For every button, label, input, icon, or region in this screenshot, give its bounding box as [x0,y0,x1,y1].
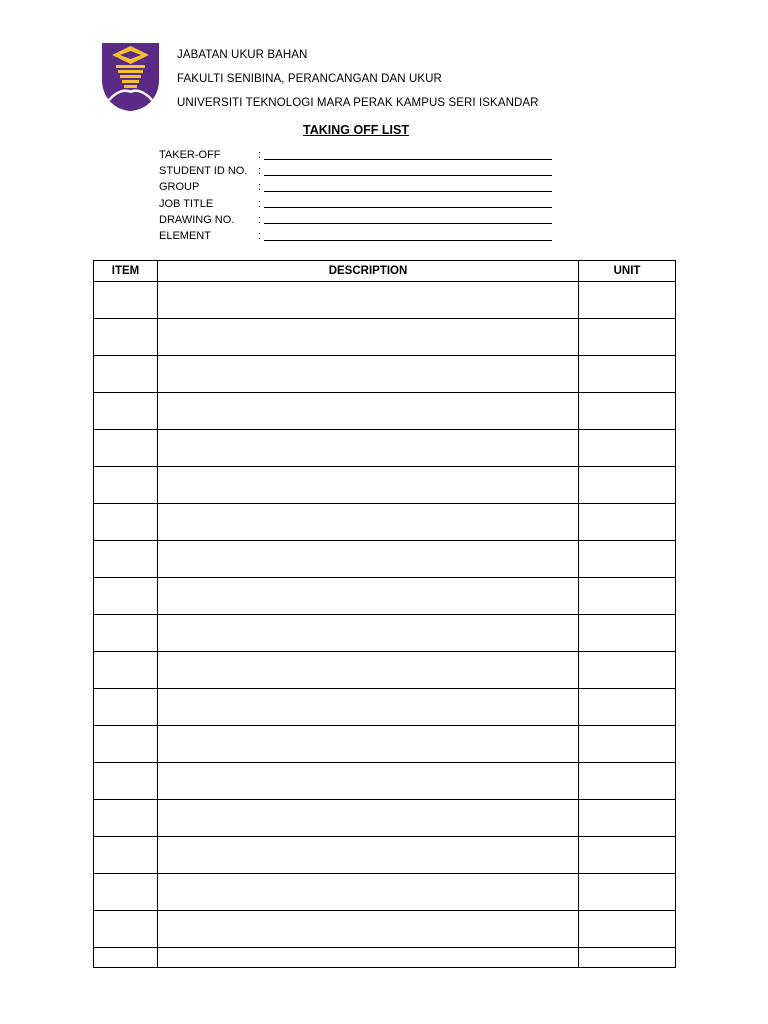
description-cell[interactable] [158,541,579,578]
table-body [94,282,676,968]
item-cell[interactable] [94,282,158,319]
description-cell[interactable] [158,800,579,837]
unit-cell[interactable] [579,874,676,911]
item-cell[interactable] [94,763,158,800]
item-cell[interactable] [94,541,158,578]
field-label: JOB TITLE [159,197,214,210]
field-label: DRAWING NO. [159,213,235,226]
field-label: TAKER-OFF [159,149,221,162]
column-header-description: DESCRIPTION [158,261,579,282]
item-cell[interactable] [94,874,158,911]
item-cell[interactable] [94,430,158,467]
table-row [94,467,676,504]
field-colon: : [258,230,262,243]
description-cell[interactable] [158,393,579,430]
column-header-unit: UNIT [579,261,676,282]
item-cell[interactable] [94,726,158,763]
unit-cell[interactable] [579,837,676,874]
description-cell[interactable] [158,948,579,968]
table-row [94,541,676,578]
item-cell[interactable] [94,689,158,726]
field-fill-line[interactable] [264,213,552,224]
field-colon: : [258,149,262,162]
unit-cell[interactable] [579,652,676,689]
institution-header [177,43,539,115]
table-row [94,319,676,356]
item-cell[interactable] [94,800,158,837]
table-row [94,689,676,726]
table-header-row [94,261,676,282]
unit-cell[interactable] [579,393,676,430]
unit-cell[interactable] [579,689,676,726]
info-fields [159,147,552,244]
unit-cell[interactable] [579,430,676,467]
unit-cell[interactable] [579,578,676,615]
description-cell[interactable] [158,578,579,615]
unit-cell[interactable] [579,282,676,319]
field-drawing-no [159,212,552,228]
description-cell[interactable] [158,504,579,541]
unit-cell[interactable] [579,467,676,504]
item-cell[interactable] [94,356,158,393]
field-colon: : [258,213,262,226]
table-row [94,837,676,874]
unit-cell[interactable] [579,356,676,393]
field-group [159,179,552,195]
field-label: GROUP [159,181,200,194]
field-fill-line[interactable] [264,149,552,160]
table-row [94,874,676,911]
item-cell[interactable] [94,504,158,541]
item-cell[interactable] [94,911,158,948]
description-cell[interactable] [158,319,579,356]
field-fill-line[interactable] [264,181,552,192]
table-row [94,393,676,430]
table-row [94,948,676,968]
university-name: UNIVERSITI TEKNOLOGI MARA PERAK KAMPUS SERI ISKANDAR [177,97,539,109]
description-cell[interactable] [158,652,579,689]
field-label: STUDENT ID NO. [159,165,248,178]
taking-off-table [93,260,676,968]
field-colon: : [258,165,262,178]
description-cell[interactable] [158,837,579,874]
column-header-item: ITEM [94,261,158,282]
table-row [94,763,676,800]
item-cell[interactable] [94,578,158,615]
field-job-title [159,196,552,212]
field-colon: : [258,197,262,210]
description-cell[interactable] [158,430,579,467]
field-colon: : [258,181,262,194]
table-row [94,615,676,652]
faculty-name: FAKULTI SENIBINA, PERANCANGAN DAN UKUR [177,73,442,85]
department-name: JABATAN UKUR BAHAN [177,49,308,61]
table-row [94,726,676,763]
table-row [94,430,676,467]
description-cell[interactable] [158,911,579,948]
field-element [159,228,552,244]
unit-cell[interactable] [579,504,676,541]
field-fill-line[interactable] [264,197,552,208]
item-cell[interactable] [94,467,158,504]
description-cell[interactable] [158,874,579,911]
page-title: TAKING OFF LIST [302,123,409,137]
item-cell[interactable] [94,837,158,874]
unit-cell[interactable] [579,319,676,356]
description-cell[interactable] [158,763,579,800]
unit-cell[interactable] [579,763,676,800]
table-row [94,282,676,319]
description-cell[interactable] [158,726,579,763]
table-row [94,911,676,948]
table-row [94,578,676,615]
description-cell[interactable] [158,689,579,726]
unit-cell[interactable] [579,948,676,968]
field-fill-line[interactable] [264,165,552,176]
item-cell[interactable] [94,948,158,968]
item-cell[interactable] [94,615,158,652]
description-cell[interactable] [158,467,579,504]
table-row [94,800,676,837]
table-row [94,356,676,393]
unit-cell[interactable] [579,726,676,763]
item-cell[interactable] [94,319,158,356]
field-student-id [159,163,552,179]
unit-cell[interactable] [579,615,676,652]
unit-cell[interactable] [579,911,676,948]
table-row [94,652,676,689]
item-cell[interactable] [94,393,158,430]
unit-cell[interactable] [579,800,676,837]
field-fill-line[interactable] [264,230,552,241]
description-cell[interactable] [158,282,579,319]
description-cell[interactable] [158,615,579,652]
field-label: ELEMENT [159,230,211,243]
table-row [94,504,676,541]
item-cell[interactable] [94,652,158,689]
unit-cell[interactable] [579,541,676,578]
field-taker-off [159,147,552,163]
university-logo [101,42,160,112]
description-cell[interactable] [158,356,579,393]
